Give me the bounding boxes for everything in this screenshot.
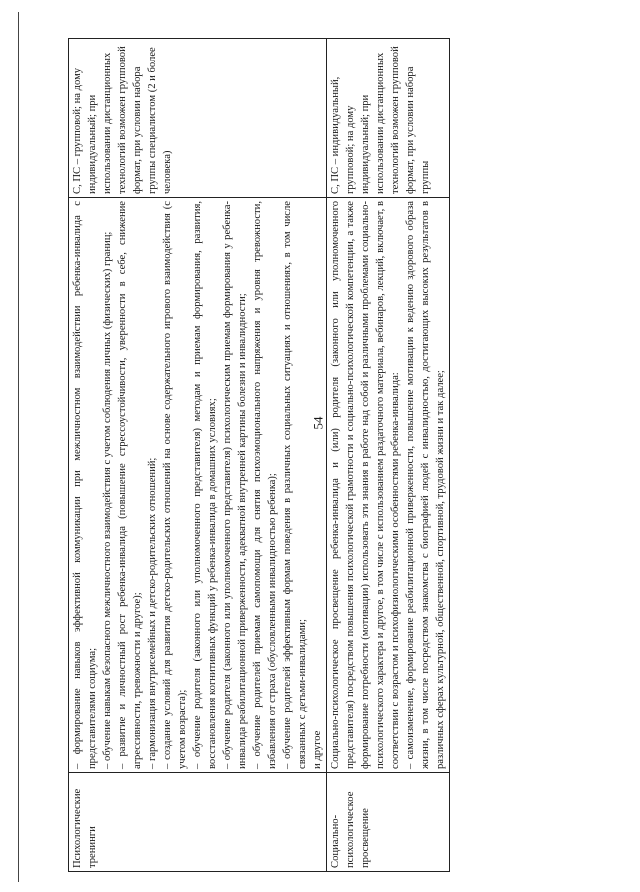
content-line: – развитие и личностный рост ребенка-инвалида (повышение стрессоустойчивости, уверенности в себе, снижение агрессивности, тревожности и другое); — [117, 201, 143, 769]
content-line: – обучение родителя (законного или уполномоченного представителя) методам и приемам формирования, развития, восстановления когнитивных функций у ребенка-инвалида в домашних условиях; — [192, 201, 218, 769]
service-format-cell — [327, 39, 450, 198]
service-format-cell — [69, 39, 327, 198]
page-number: 54 — [310, 416, 326, 430]
content-line: – обучение родителей эффективным формам поведения в различных социальных ситуациях и отношениях, в том числе связанных с детьми-инвалидами; — [282, 201, 308, 769]
service-name: Психологические тренинги — [72, 788, 98, 868]
content-line: – гармонизация внутрисемейных и детско-родительских отношений; — [147, 457, 158, 769]
content-line: и другое — [312, 730, 323, 769]
content-line: – формирование навыков эффективной коммуникации при межличностном взаимодействии ребенка-инвалида с представителями социума; — [72, 201, 98, 769]
table-row-education — [327, 39, 450, 872]
service-content-cell — [69, 198, 327, 773]
table-row-trainings — [69, 39, 327, 872]
rotated-table-container — [68, 46, 572, 872]
content-line: – обучение родителей приемам самопомощи для снятия психоэмоционального напряжения и уровня тревожности, избавления от страха (обусловленными инвалидностью ребенка); — [252, 201, 278, 769]
content-line: – обучение родителя (законного или уполномоченного представителя) психологическим приемам формирования у ребенка-инвалида реабилитационной приверженности, адекватной внутренней картины болезни и инвалидности; — [222, 201, 248, 769]
service-format: С, ПС – групповой; на дому индивидуальный; при использовании дистанционных технологий возможен групповой формат, при условии набора группы специалистом (2 и более человека) — [72, 46, 173, 194]
service-name-cell — [69, 773, 327, 872]
service-name: Социально-психологическое просвещение — [330, 791, 371, 868]
content-line: – обучение навыкам безопасного межличностного взаимодействия с учетом соблюдения личных (физических) границ; — [102, 231, 113, 769]
services-table — [68, 38, 450, 872]
service-name-cell — [327, 773, 450, 872]
content-line: Социально-психологическое просвещение ребенка-инвалида и (или) родителя (законного или уполномоченного представителя) посредством повышения психологической грамотности и социально-психологической компетенции, а также формирование потребности (мотивации) использовать эти знания в работе над собой и различными проблемами социально-психологического характера и другое, в том числе с использованием раздаточного материала, вебинаров, лекций, включает, в соответствии с возрастом и психофизиологическими особенностями ребенка-инвалида: — [330, 201, 401, 769]
service-content-cell — [327, 198, 450, 773]
content-line: – создание условий для развития детско-родительских отношений на основе содержательного игрового взаимодействия (с учетом возраста); — [162, 201, 188, 769]
content-line: – самоизменение, формирование реабилитационной приверженности, повышение мотивации к ведению здорового образа жизни, в том числе посредством знакомства с биографией людей с инвалидностью, достигающих высоких результатов в различных сферах культурной, общественной, спортивной, трудовой жизни и так далее; — [405, 201, 446, 769]
page-edge-rule — [18, 12, 19, 882]
service-format: С, ПС – индивидуальный, групповой; на дому индивидуальный; при использовании дистанционных технологий возможен групповой формат, при условии набора группы — [330, 46, 431, 194]
